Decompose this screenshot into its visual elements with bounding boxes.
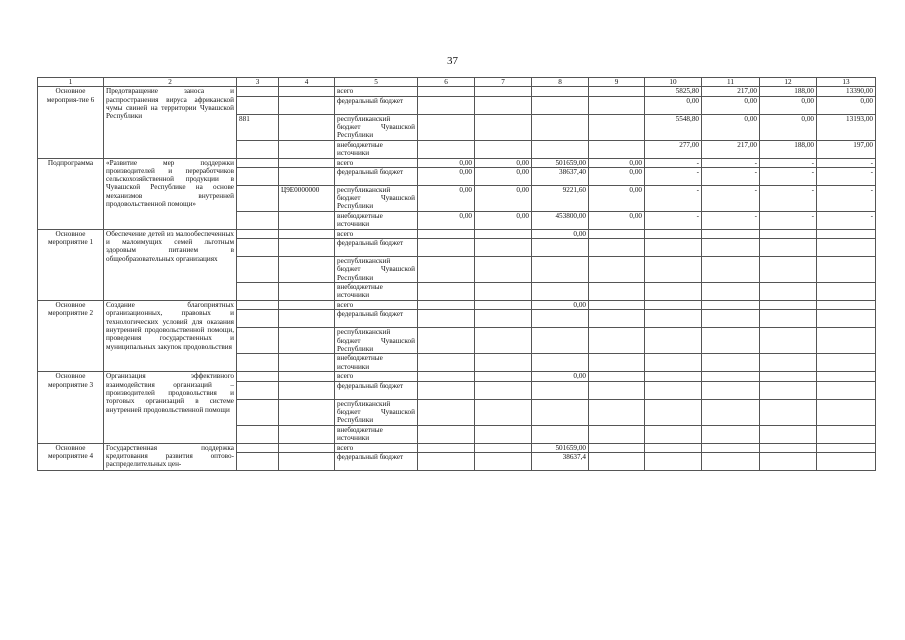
value-cell [475,354,532,372]
column-3-cell [237,257,279,283]
program-code-cell [279,381,335,399]
value-cell [817,381,876,399]
value-cell [760,443,817,452]
value-cell [645,283,702,301]
funding-source-cell: республиканский бюджет Чувашской Республики [335,114,418,140]
value-cell [475,443,532,452]
header-row [38,78,876,87]
value-cell [817,372,876,381]
value-cell [645,399,702,425]
column-3-cell [237,425,279,443]
column-3-cell [237,229,279,238]
program-code-cell [279,354,335,372]
value-cell [418,453,475,471]
value-cell: 38637,4 [532,453,589,471]
funding-source-cell: республиканский бюджет Чувашской Республики [335,328,418,354]
program-code-cell: Ц9Е0000000 [279,185,335,211]
value-cell: 0,00 [589,158,645,167]
value-cell [760,453,817,471]
value-cell [589,257,645,283]
value-cell: - [645,185,702,211]
value-cell [418,328,475,354]
value-cell [702,354,760,372]
value-cell [645,328,702,354]
value-cell: 5825,80 [645,87,702,96]
value-cell [817,257,876,283]
value-cell [532,310,589,328]
value-cell [760,381,817,399]
value-cell: - [702,185,760,211]
column-3-cell [237,443,279,452]
value-cell [760,425,817,443]
value-cell [589,114,645,140]
value-cell: - [645,158,702,167]
funding-source-cell: внебюджетные источники [335,211,418,229]
value-cell [589,443,645,452]
value-cell [702,443,760,452]
value-cell [702,229,760,238]
value-cell [589,283,645,301]
column-3-cell [237,140,279,158]
funding-source-cell: республиканский бюджет Чувашской Республики [335,257,418,283]
value-cell: 0,00 [418,211,475,229]
value-cell: 0,00 [702,114,760,140]
value-cell [702,372,760,381]
column-3-cell [237,211,279,229]
block-description-cell: Государственная поддержка кредитования развития оптово-распределительных цен- [104,443,237,470]
value-cell [589,239,645,257]
column-3-cell [237,185,279,211]
value-cell: 0,00 [475,211,532,229]
column-3-cell [237,239,279,257]
value-cell: - [817,211,876,229]
value-cell [532,354,589,372]
value-cell: 5548,80 [645,114,702,140]
block-title-cell: Основное мероприя-тие 6 [38,87,104,158]
value-cell [532,425,589,443]
value-cell: 0,00 [817,96,876,114]
value-cell [532,114,589,140]
funding-source-cell: всего [335,229,418,238]
column-3-cell [237,301,279,310]
funding-source-cell: всего [335,87,418,96]
value-cell [645,239,702,257]
value-cell [475,283,532,301]
value-cell [418,310,475,328]
column-3-cell [237,87,279,96]
value-cell [532,381,589,399]
funding-source-cell: внебюджетные источники [335,425,418,443]
value-cell [702,453,760,471]
value-cell [760,239,817,257]
column-3-cell [237,399,279,425]
funding-source-cell: внебюджетные источники [335,354,418,372]
value-cell [760,328,817,354]
value-cell [702,283,760,301]
value-cell: 0,00 [418,185,475,211]
value-cell: - [760,211,817,229]
value-cell [532,399,589,425]
value-cell [589,96,645,114]
value-cell: - [817,185,876,211]
value-cell [475,301,532,310]
value-cell [702,301,760,310]
value-cell [589,229,645,238]
value-cell [702,310,760,328]
value-cell: 0,00 [532,229,589,238]
funding-source-cell: всего [335,443,418,452]
value-cell [475,239,532,257]
program-code-cell [279,158,335,167]
value-cell: 38637,40 [532,167,589,185]
value-cell [532,87,589,96]
column-3-cell [237,158,279,167]
value-cell [475,257,532,283]
program-code-cell [279,283,335,301]
value-cell [589,328,645,354]
value-cell [475,453,532,471]
column-3-cell [237,328,279,354]
block-title-cell: Основное мероприятие 2 [38,301,104,372]
program-code-cell [279,211,335,229]
value-cell: - [817,167,876,185]
value-cell [589,372,645,381]
value-cell: 0,00 [532,372,589,381]
value-cell: 188,00 [760,87,817,96]
value-cell: 0,00 [475,185,532,211]
program-code-cell [279,239,335,257]
funding-source-cell: всего [335,372,418,381]
value-cell: 9221,60 [532,185,589,211]
value-cell [645,354,702,372]
value-cell [645,453,702,471]
value-cell: 0,00 [475,167,532,185]
value-cell: 501659,00 [532,443,589,452]
program-code-cell [279,114,335,140]
value-cell: 0,00 [589,185,645,211]
value-cell: - [817,158,876,167]
value-cell [418,399,475,425]
header-cell: 12 [760,78,817,87]
value-cell [475,399,532,425]
value-cell [418,443,475,452]
block-description-cell: Создание благоприятных организационных, правовых и технологических условий для оказания внутренней продовольственной помощи, проведения государственных и муниципальных закупок продовольствия [104,301,237,372]
value-cell: 0,00 [532,301,589,310]
value-cell [702,328,760,354]
value-cell: - [702,211,760,229]
value-cell [475,328,532,354]
program-code-cell [279,87,335,96]
value-cell [418,354,475,372]
value-cell [418,239,475,257]
value-cell [760,229,817,238]
value-cell [645,381,702,399]
value-cell: 0,00 [702,96,760,114]
page-number: 37 [447,55,458,67]
table-row [38,87,876,96]
value-cell: 0,00 [475,158,532,167]
value-cell [702,399,760,425]
column-3-cell: 881 [237,114,279,140]
value-cell [475,381,532,399]
value-cell: 197,00 [817,140,876,158]
program-code-cell [279,425,335,443]
value-cell [475,229,532,238]
header-cell: 11 [702,78,760,87]
value-cell [817,443,876,452]
program-code-cell [279,229,335,238]
value-cell [589,399,645,425]
value-cell [645,310,702,328]
value-cell [645,301,702,310]
funding-source-cell: всего [335,301,418,310]
funding-source-cell: внебюджетные источники [335,140,418,158]
column-3-cell [237,283,279,301]
column-3-cell [237,453,279,471]
table-row [38,372,876,381]
header-cell: 7 [475,78,532,87]
funding-source-cell: федеральный бюджет [335,239,418,257]
value-cell [589,301,645,310]
header-cell: 9 [589,78,645,87]
value-cell: - [645,211,702,229]
value-cell [589,140,645,158]
program-code-cell [279,301,335,310]
value-cell [645,425,702,443]
column-3-cell [237,372,279,381]
header-cell: 1 [38,78,104,87]
value-cell [589,453,645,471]
value-cell: 0,00 [760,96,817,114]
column-3-cell [237,96,279,114]
value-cell: 0,00 [589,167,645,185]
table-row [38,158,876,167]
value-cell [475,425,532,443]
value-cell [817,354,876,372]
value-cell [817,425,876,443]
value-cell [418,283,475,301]
value-cell [760,399,817,425]
block-title-cell: Основное мероприятие 4 [38,443,104,470]
column-3-cell [237,354,279,372]
program-code-cell [279,399,335,425]
value-cell [418,96,475,114]
value-cell [702,425,760,443]
column-3-cell [237,381,279,399]
value-cell [645,372,702,381]
table-row [38,229,876,238]
value-cell [418,372,475,381]
value-cell: 277,00 [645,140,702,158]
value-cell [817,229,876,238]
value-cell [532,257,589,283]
value-cell [760,257,817,283]
program-code-cell [279,96,335,114]
program-code-cell [279,453,335,471]
value-cell [817,453,876,471]
block-description-cell: Обеспечение детей из малообеспеченных и малоимущих семей льготным здоровым питанием в общеобразовательных организациях [104,229,237,300]
block-title-cell: Основное мероприятие 3 [38,372,104,443]
budget-table [37,77,876,471]
value-cell: 217,00 [702,140,760,158]
value-cell [760,301,817,310]
header-cell: 13 [817,78,876,87]
funding-source-cell: федеральный бюджет [335,167,418,185]
value-cell [817,310,876,328]
value-cell: 188,00 [760,140,817,158]
value-cell: 0,00 [418,158,475,167]
funding-source-cell: республиканский бюджет Чувашской Республики [335,185,418,211]
value-cell [532,96,589,114]
value-cell [418,301,475,310]
header-cell: 3 [237,78,279,87]
header-cell: 6 [418,78,475,87]
value-cell: 501659,00 [532,158,589,167]
value-cell: 13390,00 [817,87,876,96]
value-cell [817,239,876,257]
program-code-cell [279,372,335,381]
value-cell [418,229,475,238]
value-cell: - [760,185,817,211]
value-cell [418,87,475,96]
funding-source-cell: федеральный бюджет [335,381,418,399]
value-cell [475,140,532,158]
funding-source-cell: федеральный бюджет [335,96,418,114]
program-code-cell [279,140,335,158]
value-cell [418,257,475,283]
value-cell: - [760,167,817,185]
funding-source-cell: республиканский бюджет Чувашской Республики [335,399,418,425]
header-cell: 2 [104,78,237,87]
program-code-cell [279,328,335,354]
block-description-cell: Организация эффективного взаимодействия организаций – производителей продовольствия и торговых организаций в системе внутренней продовольственной помощи [104,372,237,443]
block-title-cell: Подпрограмма [38,158,104,229]
block-description-cell: «Развитие мер поддержки производителей и переработчиков сельскохозяйственной продукции в Чувашской Республике на основе механизмов внутренней продовольственной помощи» [104,158,237,229]
value-cell [589,310,645,328]
table-row [38,443,876,452]
value-cell: 0,00 [645,96,702,114]
header-cell: 10 [645,78,702,87]
program-code-cell [279,310,335,328]
value-cell [589,87,645,96]
value-cell: - [760,158,817,167]
value-cell [532,239,589,257]
value-cell [817,328,876,354]
value-cell [418,114,475,140]
value-cell [760,283,817,301]
block-title-cell: Основное мероприятие 1 [38,229,104,300]
value-cell: 0,00 [760,114,817,140]
value-cell [475,96,532,114]
value-cell [475,114,532,140]
value-cell: 217,00 [702,87,760,96]
funding-source-cell: всего [335,158,418,167]
value-cell [760,372,817,381]
value-cell [645,229,702,238]
program-code-cell [279,257,335,283]
value-cell [418,425,475,443]
value-cell [702,257,760,283]
value-cell [645,257,702,283]
value-cell: 0,00 [418,167,475,185]
value-cell [475,372,532,381]
column-3-cell [237,310,279,328]
value-cell: - [645,167,702,185]
block-description-cell: Предотвращение заноса и распространения вируса африканской чумы свиней на территории Чувашской Республики [104,87,237,158]
value-cell [760,354,817,372]
value-cell [532,283,589,301]
value-cell: - [702,167,760,185]
funding-source-cell: внебюджетные источники [335,283,418,301]
table-row [38,301,876,310]
value-cell [589,381,645,399]
value-cell [817,283,876,301]
funding-source-cell: федеральный бюджет [335,310,418,328]
value-cell [702,239,760,257]
value-cell: - [702,158,760,167]
value-cell [532,140,589,158]
value-cell [589,425,645,443]
program-code-cell [279,443,335,452]
value-cell: 13193,00 [817,114,876,140]
program-code-cell [279,167,335,185]
value-cell [702,381,760,399]
value-cell [475,310,532,328]
table-body [38,78,876,471]
header-cell: 8 [532,78,589,87]
value-cell [532,328,589,354]
header-cell: 5 [335,78,418,87]
column-3-cell [237,167,279,185]
value-cell [589,354,645,372]
value-cell [418,381,475,399]
value-cell [475,87,532,96]
value-cell [645,443,702,452]
value-cell: 453800,00 [532,211,589,229]
value-cell [817,301,876,310]
header-cell: 4 [279,78,335,87]
value-cell: 0,00 [589,211,645,229]
value-cell [418,140,475,158]
value-cell [817,399,876,425]
funding-source-cell: федеральный бюджет [335,453,418,471]
value-cell [760,310,817,328]
